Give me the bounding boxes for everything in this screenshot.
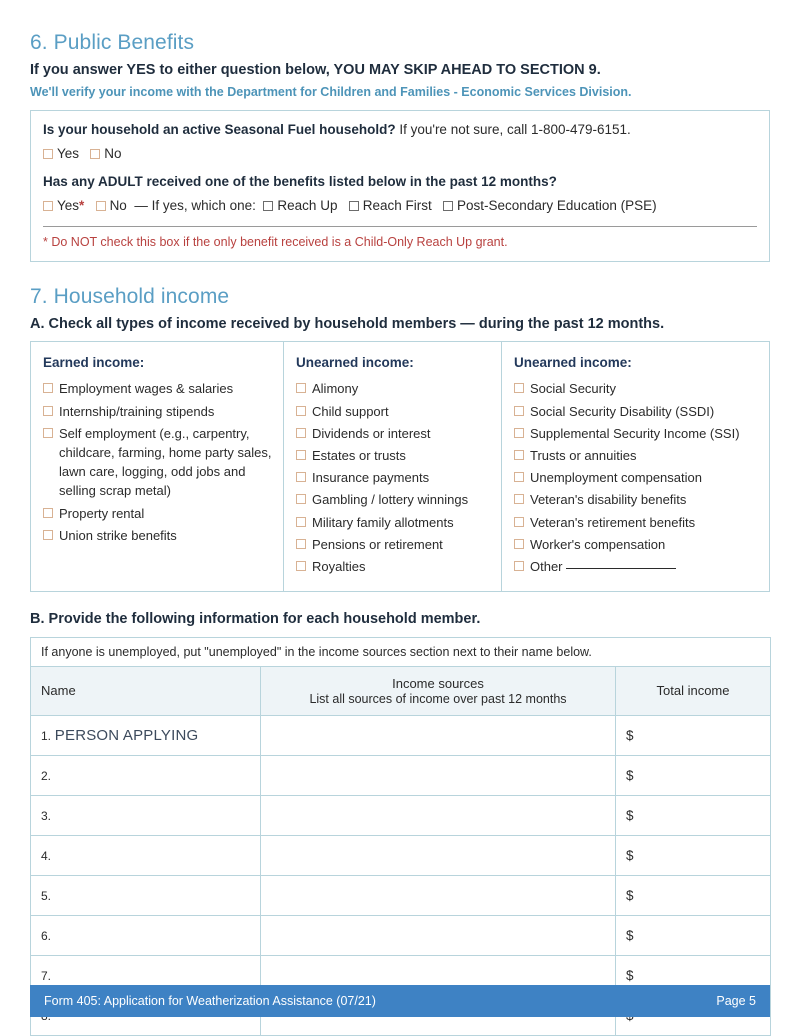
row-1-total-cell[interactable]: $	[616, 715, 771, 755]
checkbox-veterans-retirement[interactable]	[514, 517, 524, 527]
section-7-heading: 7. Household income	[30, 285, 230, 308]
label-union-strike-benefits: Union strike benefits	[59, 527, 177, 543]
checkbox-employment-wages[interactable]	[43, 383, 53, 393]
footer-page-number: Page 5	[716, 994, 756, 1008]
adult-benefits-question: Has any ADULT received one of the benefits listed below in the past 12 months?	[43, 173, 557, 189]
checkbox-trusts-annuities[interactable]	[514, 450, 524, 460]
label-other-income: Other	[530, 559, 563, 575]
income-option-royalties[interactable]	[296, 557, 491, 576]
row-2-name-cell[interactable]	[31, 755, 261, 795]
row-2-total-cell[interactable]: $	[616, 755, 771, 795]
checkbox-veterans-disability[interactable]	[514, 494, 524, 504]
row-7-total-cell[interactable]: $	[616, 955, 771, 995]
income-column-unearned-1-title: Unearned income:	[296, 355, 414, 371]
income-option-veterans-disability[interactable]	[514, 490, 759, 509]
row-2-number: 2.	[41, 768, 52, 783]
label-seasonal-fuel-yes: Yes	[57, 146, 80, 162]
checkbox-child-support[interactable]	[296, 406, 306, 416]
public-benefits-box	[30, 110, 770, 262]
footnote-divider	[43, 226, 757, 227]
row-3-sources-cell[interactable]	[261, 795, 616, 835]
label-insurance-payments: Insurance payments	[312, 470, 430, 486]
income-option-child-support[interactable]	[296, 402, 491, 421]
checkbox-ssi[interactable]	[514, 428, 524, 438]
row-1-name: PERSON APPLYING	[54, 726, 199, 744]
checkbox-adult-benefits-yes[interactable]	[43, 201, 53, 211]
row-6-name-cell[interactable]	[31, 915, 261, 955]
label-veterans-retirement: Veteran's retirement benefits	[530, 514, 696, 530]
seasonal-fuel-question-bold: Is your household an active Seasonal Fuel household?	[43, 121, 396, 137]
income-option-property-rental[interactable]	[43, 504, 273, 523]
checkbox-estates-trusts[interactable]	[296, 450, 306, 460]
column-header-total-income: Total income	[616, 666, 771, 715]
label-royalties: Royalties	[312, 559, 366, 575]
income-option-union-strike-benefits[interactable]	[43, 526, 273, 545]
row-5-number: 5.	[41, 888, 52, 903]
checkbox-social-security[interactable]	[514, 383, 524, 393]
seasonal-fuel-options	[43, 145, 757, 163]
row-5-sources-cell[interactable]	[261, 875, 616, 915]
label-ssdi: Social Security Disability (SSDI)	[530, 403, 715, 419]
household-member-income-table	[30, 637, 771, 1036]
label-internship-stipends: Internship/training stipends	[59, 403, 215, 419]
label-adult-benefits-yes: Yes	[57, 198, 80, 214]
row-1-number: 1.	[41, 728, 52, 743]
label-reach-first: Reach First	[362, 198, 432, 214]
table-row	[31, 795, 771, 835]
checkbox-other-income[interactable]	[514, 561, 524, 571]
income-option-pensions-retirement[interactable]	[296, 535, 491, 554]
income-column-unearned-1	[284, 342, 502, 591]
label-seasonal-fuel-no: No	[104, 146, 122, 162]
section-7-part-a-instruction: A. Check all types of income received by household members — during the past 12 months.	[30, 316, 665, 333]
table-row	[31, 875, 771, 915]
label-dividends-interest: Dividends or interest	[312, 425, 431, 441]
income-option-dividends-interest[interactable]	[296, 424, 491, 443]
label-workers-compensation: Worker's compensation	[530, 536, 666, 552]
seasonal-fuel-question	[43, 121, 757, 139]
table-row	[31, 835, 771, 875]
checkbox-ssdi[interactable]	[514, 406, 524, 416]
section-6-verify-note: We'll verify your income with the Department for Children and Families - Economic Services Division.	[30, 85, 632, 100]
checkbox-reach-first[interactable]	[349, 201, 359, 211]
label-military-allotments: Military family allotments	[312, 514, 454, 530]
table-header-row	[31, 666, 771, 715]
label-reach-up: Reach Up	[277, 198, 338, 214]
footer-form-title: Form 405: Application for Weatherization Assistance (07/21)	[44, 994, 376, 1008]
label-unemployment-compensation: Unemployment compensation	[530, 470, 702, 486]
label-employment-wages: Employment wages & salaries	[59, 381, 234, 397]
row-3-name-cell[interactable]	[31, 795, 261, 835]
income-column-unearned-2-title: Unearned income:	[514, 355, 632, 371]
checkbox-royalties[interactable]	[296, 561, 306, 571]
checkbox-dividends-interest[interactable]	[296, 428, 306, 438]
income-option-gambling-lottery[interactable]	[296, 490, 491, 509]
checkbox-insurance-payments[interactable]	[296, 472, 306, 482]
checkbox-military-allotments[interactable]	[296, 517, 306, 527]
table-unemployed-note: If anyone is unemployed, put "unemployed" in the income sources section next to their name below.	[31, 637, 771, 666]
row-4-total-cell[interactable]: $	[616, 835, 771, 875]
label-adult-benefits-no: No	[109, 198, 127, 214]
income-option-veterans-retirement[interactable]	[514, 513, 759, 532]
checkbox-seasonal-fuel-yes[interactable]	[43, 149, 53, 159]
seasonal-fuel-question-hint: If you're not sure, call 1-800-479-6151.	[399, 121, 631, 137]
checkbox-post-secondary-education[interactable]	[443, 201, 453, 211]
checkbox-union-strike-benefits[interactable]	[43, 530, 53, 540]
row-7-number: 7.	[41, 968, 52, 983]
row-3-number: 3.	[41, 808, 52, 823]
label-trusts-annuities: Trusts or annuities	[530, 448, 637, 464]
income-option-social-security[interactable]	[514, 379, 759, 398]
checkbox-unemployment-compensation[interactable]	[514, 472, 524, 482]
label-property-rental: Property rental	[59, 505, 145, 521]
table-row	[31, 715, 771, 755]
row-6-number: 6.	[41, 928, 52, 943]
label-self-employment: Self employment (e.g., carpentry, childcare, farming, home party sales, lawn care, logging, odd jobs and selling scrap metal)	[59, 425, 272, 499]
row-2-sources-cell[interactable]	[261, 755, 616, 795]
column-header-income-sources	[261, 666, 616, 715]
income-column-unearned-2	[502, 342, 769, 591]
question-spacer	[43, 163, 757, 173]
section-6-instruction: If you answer YES to either question below, YOU MAY SKIP AHEAD TO SECTION 9.	[30, 62, 601, 79]
income-option-internship-stipends[interactable]	[43, 402, 273, 421]
checkbox-internship-stipends[interactable]	[43, 406, 53, 416]
checkbox-alimony[interactable]	[296, 383, 306, 393]
label-gambling-lottery: Gambling / lottery winnings	[312, 492, 469, 508]
page-footer	[30, 985, 770, 1017]
row-4-name-cell[interactable]	[31, 835, 261, 875]
income-column-earned	[31, 342, 284, 591]
yes-asterisk: *	[79, 198, 85, 214]
label-pensions-retirement: Pensions or retirement	[312, 536, 443, 552]
other-income-input[interactable]	[566, 568, 676, 569]
checkbox-reach-up[interactable]	[263, 201, 273, 211]
checkbox-workers-compensation[interactable]	[514, 539, 524, 549]
label-alimony: Alimony	[312, 381, 359, 397]
label-child-support: Child support	[312, 403, 389, 419]
checkbox-property-rental[interactable]	[43, 508, 53, 518]
income-option-trusts-annuities[interactable]	[514, 446, 759, 465]
checkbox-pensions-retirement[interactable]	[296, 539, 306, 549]
section-6-footnote: * Do NOT check this box if the only benefit received is a Child-Only Reach Up grant.	[43, 234, 508, 249]
table-row	[31, 915, 771, 955]
row-6-sources-cell[interactable]	[261, 915, 616, 955]
checkbox-gambling-lottery[interactable]	[296, 494, 306, 504]
label-social-security: Social Security	[530, 381, 616, 397]
income-option-military-allotments[interactable]	[296, 513, 491, 532]
income-option-estates-trusts[interactable]	[296, 446, 491, 465]
column-header-income-sources-sub: List all sources of income over past 12 months	[309, 691, 567, 706]
row-4-sources-cell[interactable]	[261, 835, 616, 875]
income-option-other[interactable]	[514, 557, 759, 576]
column-header-name: Name	[31, 666, 261, 715]
income-option-ssi[interactable]	[514, 424, 759, 443]
table-row	[31, 755, 771, 795]
row-1-sources-cell[interactable]	[261, 715, 616, 755]
row-5-name-cell[interactable]	[31, 875, 261, 915]
income-option-employment-wages[interactable]	[43, 379, 273, 398]
row-4-number: 4.	[41, 848, 52, 863]
adult-benefits-options	[43, 197, 757, 215]
income-types-box	[30, 341, 770, 592]
income-column-earned-title: Earned income:	[43, 355, 145, 371]
section-6-heading: 6. Public Benefits	[30, 31, 195, 54]
label-estates-trusts: Estates or trusts	[312, 448, 406, 464]
which-one-connector: — If yes, which one:	[134, 198, 256, 214]
label-post-secondary-education: Post-Secondary Education (PSE)	[457, 198, 657, 214]
row-5-total-cell[interactable]: $	[616, 875, 771, 915]
section-7-part-b-instruction: B. Provide the following information for each household member.	[30, 611, 481, 628]
income-option-ssdi[interactable]	[514, 402, 759, 421]
row-1-name-cell[interactable]	[31, 715, 261, 755]
column-header-income-sources-main: Income sources	[392, 675, 484, 691]
income-option-unemployment-compensation[interactable]	[514, 468, 759, 487]
income-option-self-employment[interactable]	[43, 424, 273, 501]
checkbox-seasonal-fuel-no[interactable]	[90, 149, 100, 159]
checkbox-adult-benefits-no[interactable]	[96, 201, 106, 211]
label-other-income-wrap	[530, 557, 759, 576]
row-6-total-cell[interactable]: $	[616, 915, 771, 955]
label-veterans-disability: Veteran's disability benefits	[530, 492, 687, 508]
income-option-workers-compensation[interactable]	[514, 535, 759, 554]
income-option-insurance-payments[interactable]	[296, 468, 491, 487]
checkbox-self-employment[interactable]	[43, 428, 53, 438]
income-option-alimony[interactable]	[296, 379, 491, 398]
row-3-total-cell[interactable]: $	[616, 795, 771, 835]
label-ssi: Supplemental Security Income (SSI)	[530, 425, 740, 441]
table-note-row	[31, 637, 771, 666]
